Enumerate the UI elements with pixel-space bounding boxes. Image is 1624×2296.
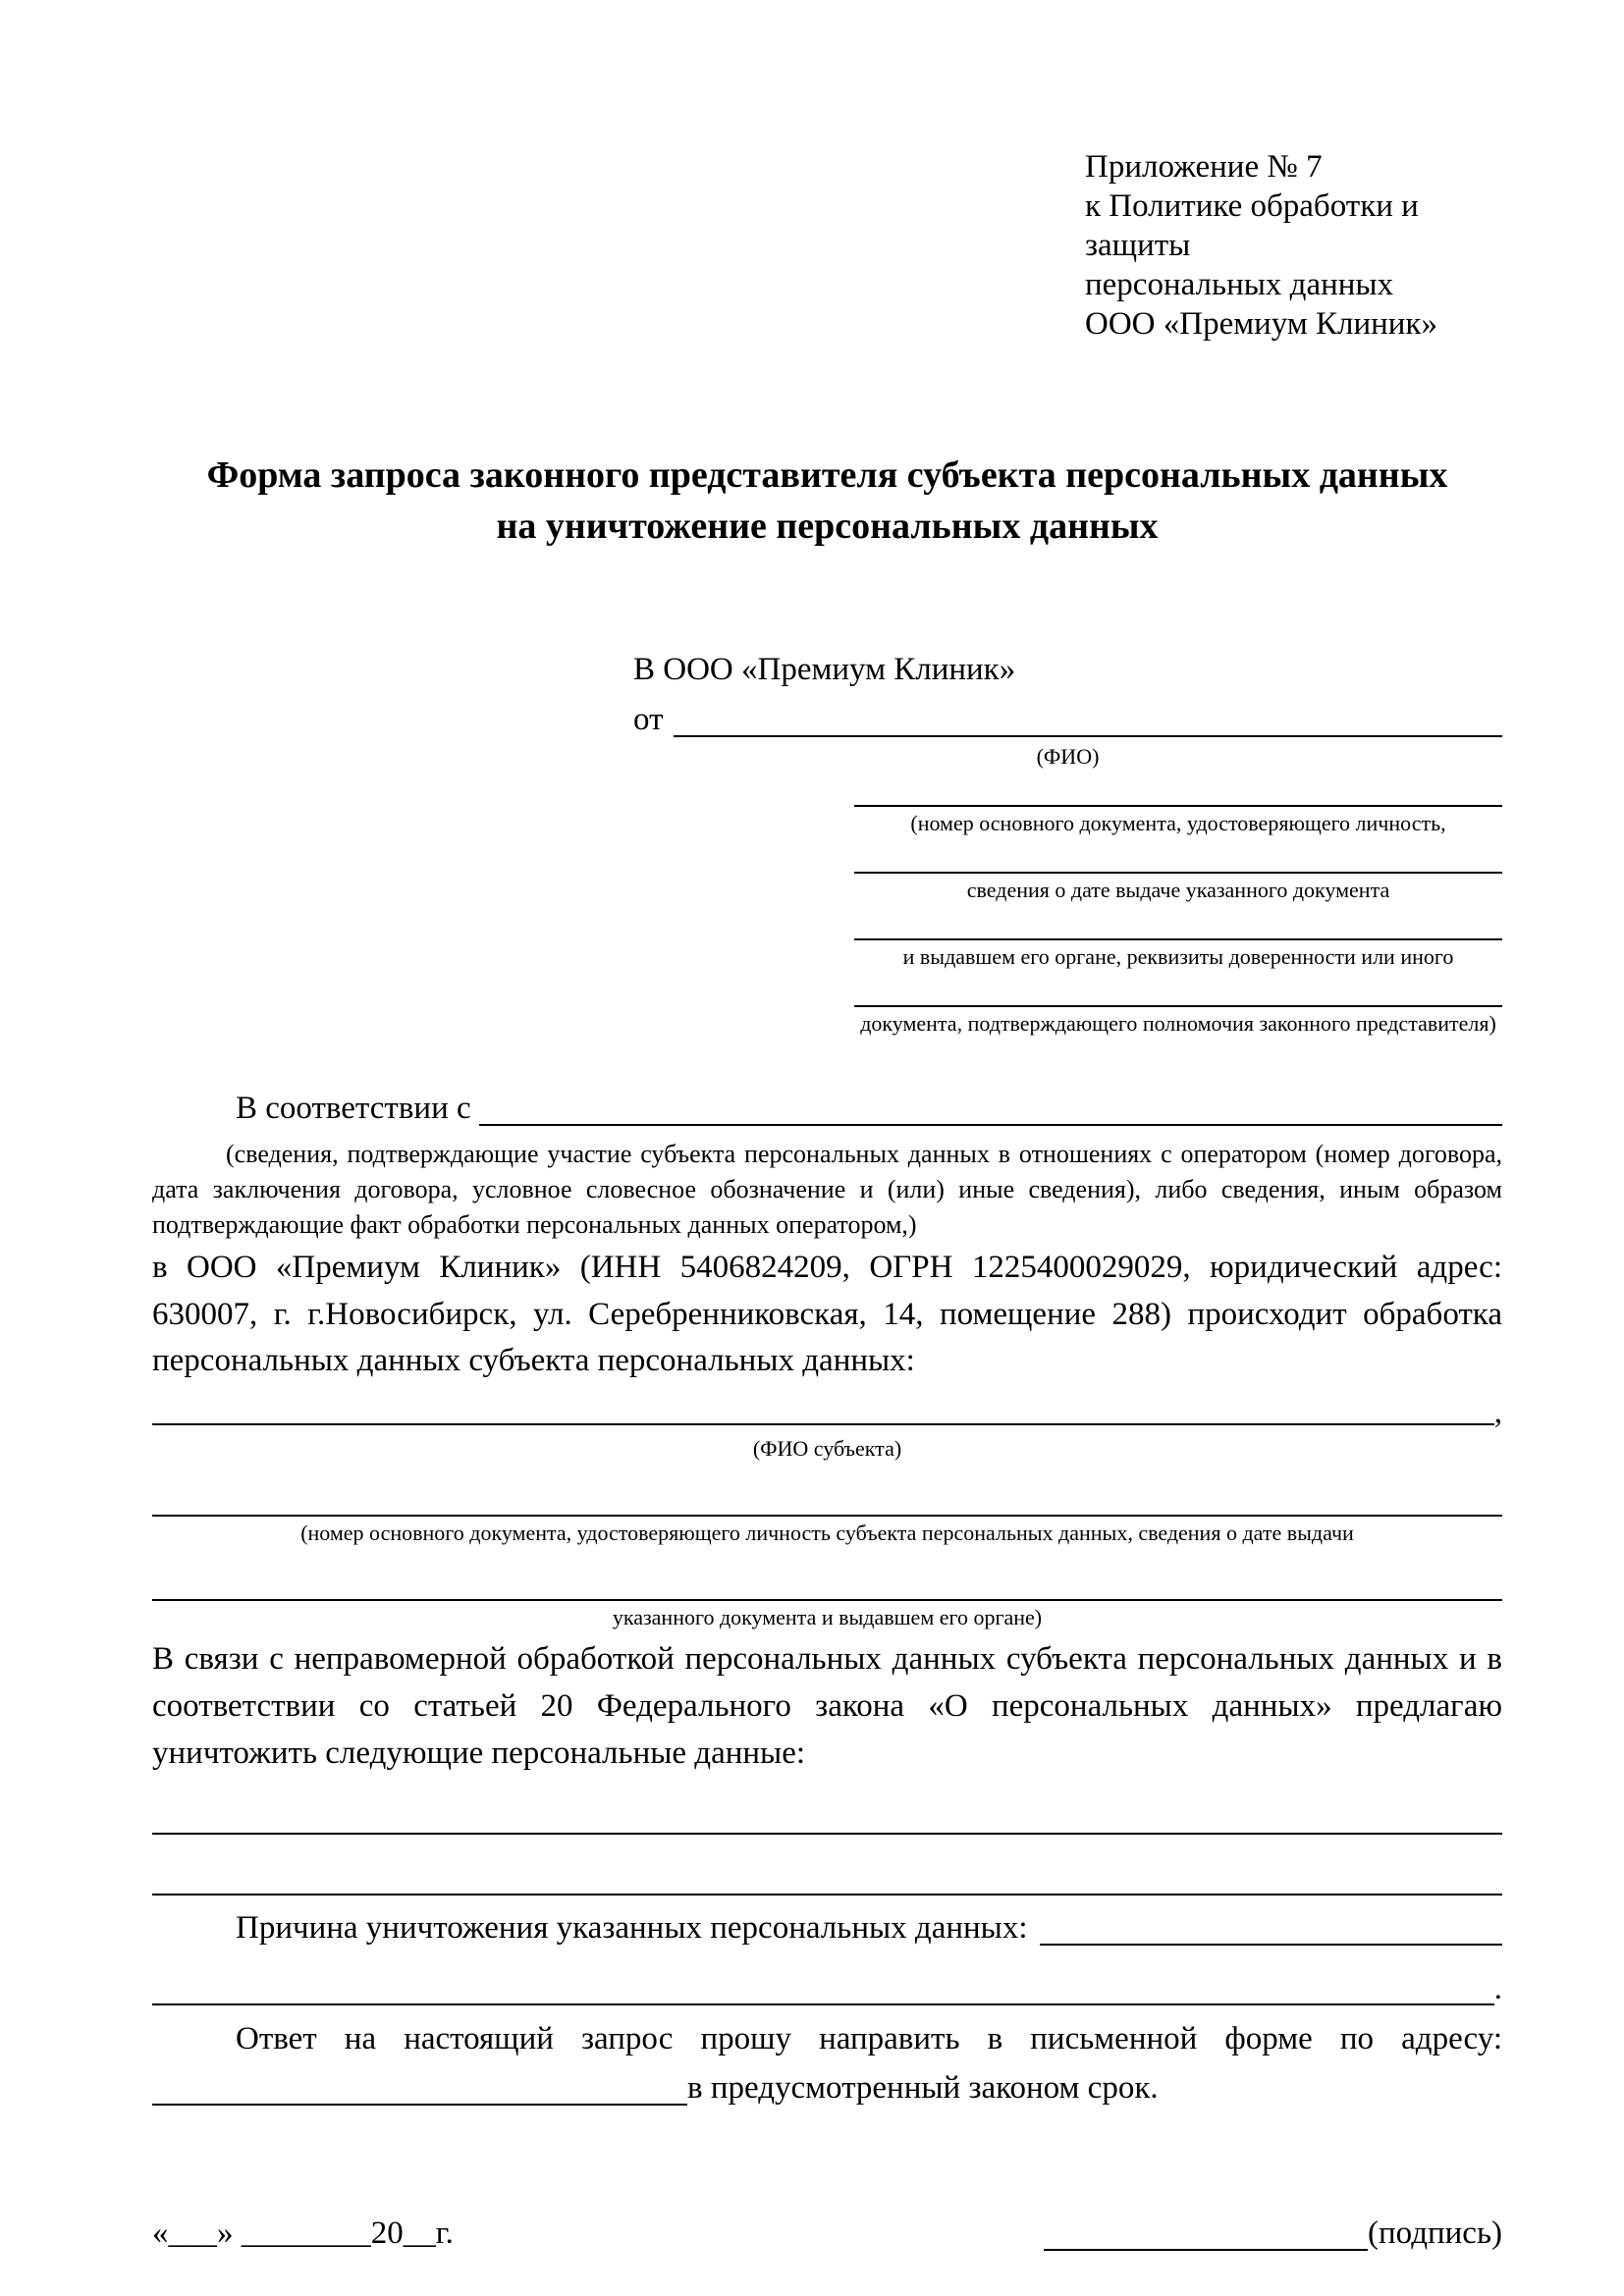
according-row: [152, 1086, 1502, 1133]
subject-doc-caption-1: (номер основного документа, удостоверяющего личность субъекта персональных данных, сведения о дате выдачи: [300, 1521, 1354, 1546]
document-title-line-2: на уничтожение персональных данных: [496, 506, 1159, 547]
addressee-block: [633, 648, 1502, 1037]
representative-doc-fill-line: [854, 938, 1502, 940]
annex-note-line: ООО «Премиум Клиник»: [1085, 306, 1437, 342]
from-row: [633, 697, 1502, 744]
signature-block: [1044, 2211, 1502, 2258]
reason-label: Причина уничтожения указанных персональных данных:: [236, 1909, 1028, 1946]
subject-fio-fill-line: [152, 1423, 1494, 1425]
data-to-destroy-fill-line-1: [152, 1833, 1502, 1835]
representative-doc-row: [854, 1005, 1502, 1037]
reason-fill-line-2: [152, 2003, 1494, 2005]
signature-caption: (подпись): [1368, 2216, 1502, 2252]
subject-doc-fill-line-2: [152, 1599, 1502, 1601]
reply-address-row: [152, 2065, 1502, 2112]
representative-doc-caption: и выдавшем его органе, реквизиты доверенности или иного: [902, 943, 1454, 969]
document-title-line-1: Форма запроса законного представителя субъекта персональных данных: [206, 454, 1448, 496]
operator-paragraph: в ООО «Премиум Клиник» (ИНН 5406824209, ОГРН 1225400029029, юридический адрес: 630007, г. г.Новосибирск, ул. Серебренниковская, 14, помещение 288) происходит обработка персональных данных субъекта персональных данных:: [152, 1249, 1502, 1379]
representative-doc-caption: документа, подтверждающего полномочия законного представителя): [860, 1010, 1496, 1036]
document-title: [152, 450, 1502, 552]
according-label: В соответствии с: [236, 1090, 471, 1126]
footer-row: [152, 2211, 1502, 2258]
period-mark: .: [1493, 1970, 1502, 2006]
fio-caption: (ФИО): [1036, 743, 1100, 769]
reason-continuation-row: [152, 1966, 1502, 2013]
from-name-fill-line: [674, 735, 1503, 737]
from-label: от: [633, 702, 664, 737]
according-fill-line: [479, 1124, 1502, 1126]
comma-mark: ,: [1493, 1395, 1502, 1431]
annex-note-line: Приложение № 7: [1085, 149, 1323, 185]
annex-note: [1085, 147, 1502, 344]
subject-fio-row: [152, 1393, 1502, 1432]
reason-fill-line: [1040, 1944, 1502, 1946]
representative-doc-fill-line: [854, 872, 1502, 874]
according-note: (сведения, подтверждающие участие субъекта персональных данных в отношениях с оператором (номер договора, дата заключения договора, условное словесное обозначение и (или) иные сведения), либо сведения, иным образом подтверждающие факт обработки персональных данных оператором,): [152, 1139, 1502, 1239]
subject-doc-fill-line-1: [152, 1515, 1502, 1517]
representative-doc-caption: (номер основного документа, удостоверяющего личность,: [910, 810, 1446, 835]
annex-note-line: персональных данных: [1085, 267, 1394, 302]
subject-fio-caption: (ФИО субъекта): [752, 1436, 902, 1462]
representative-doc-caption: сведения о дате выдаче указанного документа: [966, 877, 1390, 902]
reply-address-fill-line: [152, 2104, 687, 2106]
representative-doc-fill-line: [854, 805, 1502, 807]
representative-doc-row: [854, 872, 1502, 903]
body-block: [152, 1086, 1502, 2112]
request-paragraph: В связи с неправомерной обработкой персональных данных субъекта персональных данных и в соответствии со статьей 20 Федерального закона «О персональных данных» предлагаю уничтожить следующие персональные данные:: [152, 1641, 1502, 1771]
annex-note-line: к Политике обработки и защиты: [1085, 188, 1419, 263]
representative-doc-row: [854, 805, 1502, 836]
signature-fill-line: [1044, 2249, 1368, 2251]
subject-doc-caption-2: указанного документа и выдавшем его органе): [612, 1605, 1043, 1630]
reason-row: [152, 1905, 1502, 1952]
representative-doc-fill-line: [854, 1005, 1502, 1007]
reply-tail-text: в предусмотренный законом срок.: [687, 2070, 1159, 2107]
reply-paragraph: Ответ на настоящий запрос прошу направить в письменной форме по адресу:: [236, 2021, 1502, 2057]
addressee-to: В ООО «Премиум Клиник»: [633, 652, 1016, 687]
representative-doc-row: [854, 938, 1502, 970]
date-field: «___» ________20__г.: [152, 2216, 454, 2252]
data-to-destroy-fill-line-2: [152, 1894, 1502, 1896]
